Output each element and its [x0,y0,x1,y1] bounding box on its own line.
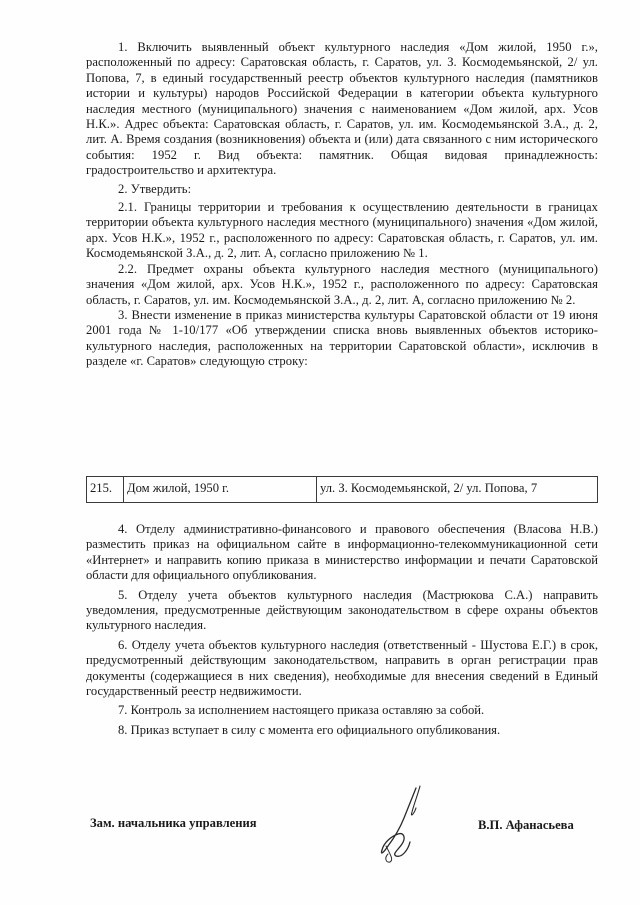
paragraph-8: 8. Приказ вступает в силу с момента его официального опубликования. [118,722,501,737]
table-cell-object-name: Дом жилой, 1950 г. [124,477,317,503]
document-body-bottom [86,522,598,738]
signatory-name: В.П. Афанасьева [478,818,574,832]
paragraph-4: 4. Отделу административно-финансового и правового обеспечения (Власова Н.В.) разместить приказ на официальном сайте в информационно-телекоммуникационной сети «Интернет» и направить копию приказа в министерство информации и печати Саратовской области для официального опубликования. [86,522,598,583]
paragraph-2-1: 2.1. Границы территории и требования к осуществлению деятельности в границах территории объекта культурного наследия местного (муниципального) значения «Дом жилой, арх. Усов Н.К.», 1952 г., расположенного по адресу: Саратовская область, г. Саратов, ул. им. Космодемьянской З.А., д. 2, лит. А, согласно приложению № 1. [86,200,598,261]
signatory-position: Зам. начальника управления [90,816,257,830]
paragraph-1: 1. Включить выявленный объект культурного наследия «Дом жилой, 1950 г.», расположенный по адресу: Саратовская область, г. Саратов, ул. З. Космодемьянской, 2/ ул. Попова, 7, в единый государственный реестр объектов культурного наследия (памятников истории и культуры) народов Российской Федерации в категории объекта культурного наследия местного (муниципального) значения с наименованием «Дом жилой, арх. Усов Н.К.». Адрес объекта: Саратовская область, г. Саратов, ул. им. Космодемьянской З.А., д. 2, лит. А. Время создания (возникновения) объекта и (или) дата связанного с ним исторического события: 1952 г. Вид объекта: памятник. Общая видовая принадлежность: градостроительство и архитектура. [86,40,598,178]
table-cell-number: 215. [87,477,124,503]
document-body-top [86,40,598,370]
paragraph-2: 2. Утвердить: [118,181,192,196]
table-row [87,477,598,503]
paragraph-5: 5. Отделу учета объектов культурного наследия (Мастрюкова С.А.) направить уведомления, предусмотренные действующим законодательством в сфере охраны объектов культурного наследия. [86,587,598,633]
paragraph-7: 7. Контроль за исполнением настоящего приказа оставляю за собой. [118,703,485,718]
paragraph-2-2: 2.2. Предмет охраны объекта культурного наследия местного (муниципального) значения «Дом жилой, арх. Усов Н.К.», 1952 г., расположенного по адресу: Саратовская область, г. Саратов, ул. им. Космодемьянской З.А., д. 2, лит. А, согласно приложению № 2. [86,261,598,307]
paragraph-3: 3. Внести изменение в приказ министерства культуры Саратовской области от 19 июня 2001 года № 1-10/177 «Об утверждении списка вновь выявленных объектов историко-культурного наследия, расположенных на территории Саратовской области», исключив в разделе «г. Саратов» следующую строку: [86,307,598,369]
excluded-row-table [86,476,598,503]
table-cell-address: ул. З. Космодемьянской, 2/ ул. Попова, 7 [317,477,598,503]
paragraph-6: 6. Отделу учета объектов культурного наследия (ответственный - Шустова Е.Г.) в срок, предусмотренный действующим законодательством, направить в орган регистрации прав документы (содержащиеся в них сведения), необходимые для внесения сведений в Единый государственный реестр недвижимости. [86,637,598,699]
handwritten-signature-icon [368,784,438,864]
